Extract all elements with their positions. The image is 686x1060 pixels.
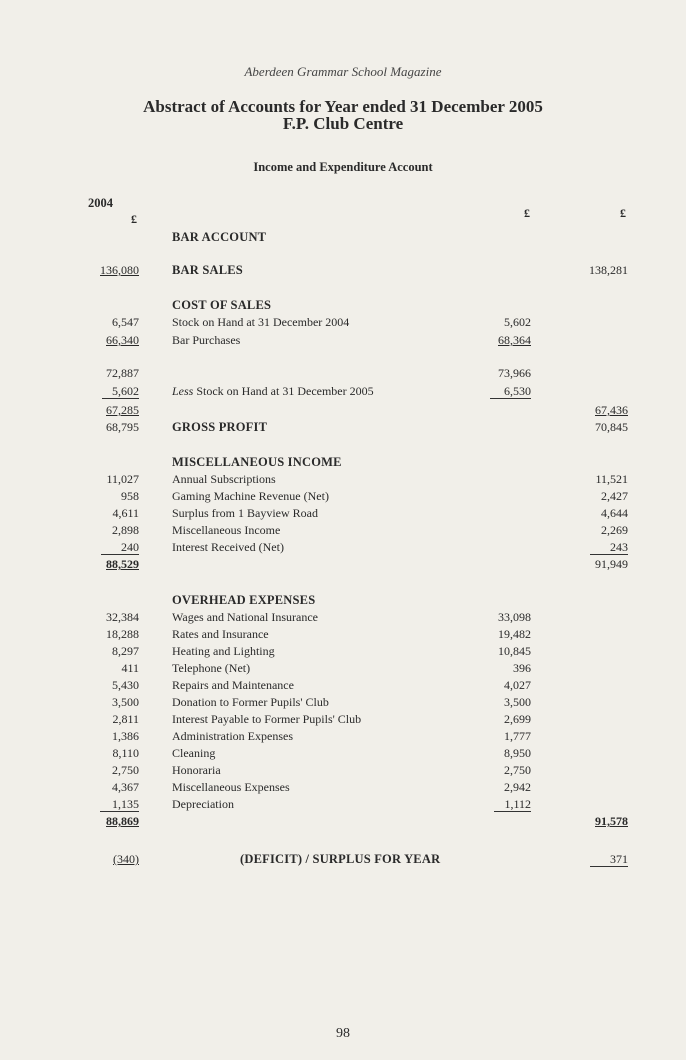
overhead-amount: 1,112 [494,797,531,812]
expense-total-current: 91,578 [595,814,628,828]
overhead-prior: 411 [121,661,139,675]
list-item [0,643,686,659]
list-item [0,471,686,487]
misc-current: 2,269 [601,523,628,537]
account-title: Income and Expenditure Account [253,160,433,174]
overhead-amount: 2,699 [504,712,531,726]
misc-current: 4,644 [601,506,628,520]
overhead-label: Telephone (Net) [172,661,251,675]
overhead-label: Heating and Lighting [172,644,275,658]
result-prior: (340) [113,852,139,866]
list-item [0,626,686,642]
overhead-label: Miscellaneous Expenses [172,780,290,794]
misc-label: Annual Subscriptions [172,472,276,486]
misc-current: 2,427 [601,489,628,503]
expense-total-prior: 88,869 [106,814,139,828]
current-currency-heading: £ [620,206,626,220]
income-total-row [0,556,686,572]
purchases-prior: 66,340 [106,333,139,347]
list-item [0,488,686,504]
less-label: Less [172,384,194,398]
overhead-prior: 3,500 [112,695,139,709]
overhead-amount: 1,777 [504,729,531,743]
overhead-prior: 18,288 [106,627,139,641]
gross-profit-prior: 68,795 [106,420,139,434]
overhead-amount: 396 [513,661,531,675]
overhead-amount: 19,482 [498,627,531,641]
overhead-prior: 5,430 [112,678,139,692]
overhead-label: Interest Payable to Former Pupils' Club [172,712,362,726]
misc-label: Gaming Machine Revenue (Net) [172,489,329,503]
cost-of-sales-heading: COST OF SALES [172,298,272,312]
cost-total-prior: 67,285 [106,403,139,417]
misc-income-heading: MISCELLANEOUS INCOME [172,455,342,469]
result-label: (DEFICIT) / SURPLUS FOR YEAR [240,852,441,866]
subtotal-row [0,365,686,381]
expense-total-row [0,813,686,829]
overhead-label: Administration Expenses [172,729,293,743]
bar-account-row [0,229,686,245]
magazine-header: Aberdeen Grammar School Magazine [244,64,442,79]
list-item [0,779,686,795]
list-item [0,539,686,555]
overheads-heading: OVERHEAD EXPENSES [172,593,316,607]
list-item [0,677,686,693]
overhead-prior: 8,110 [112,746,139,760]
income-total-prior: 88,529 [106,557,139,571]
gross-profit-current: 70,845 [595,420,628,434]
misc-prior: 11,027 [106,472,139,486]
stock-start-prior: 6,547 [112,315,139,329]
bar-account-heading: BAR ACCOUNT [172,230,267,244]
overhead-amount: 8,950 [504,746,531,760]
overhead-label: Repairs and Maintenance [172,678,294,692]
overhead-amount: 2,750 [504,763,531,777]
list-item [0,694,686,710]
misc-prior: 958 [121,489,139,503]
overhead-amount: 10,845 [498,644,531,658]
misc-income-row [0,454,686,470]
misc-label: Surplus from 1 Bayview Road [172,506,318,520]
bar-sales-current: 138,281 [589,263,628,277]
misc-label: Miscellaneous Income [172,523,281,537]
stock-start-row [0,314,686,330]
overhead-prior: 2,811 [112,712,139,726]
purchases-amount: 68,364 [498,333,531,347]
amount-currency-heading: £ [524,206,530,220]
list-item [0,711,686,727]
list-item [0,522,686,538]
bar-sales-row [0,262,686,278]
list-item [0,762,686,778]
result-current: 371 [590,852,628,867]
overhead-amount: 4,027 [504,678,531,692]
gross-profit-row [0,419,686,435]
income-total-current: 91,949 [595,557,628,571]
list-item [0,660,686,676]
stock-end-row [0,383,686,399]
bar-sales-prior: 136,080 [100,263,139,277]
overhead-label: Rates and Insurance [172,627,269,641]
misc-label: Interest Received (Net) [172,540,284,554]
gross-profit-label: GROSS PROFIT [172,420,268,434]
subtotal-amount: 73,966 [498,366,531,380]
stock-start-label: Stock on Hand at 31 December 2004 [172,315,350,329]
stock-end-label: Stock on Hand at 31 December 2005 [196,384,374,398]
list-item [0,505,686,521]
overhead-label: Donation to Former Pupils' Club [172,695,329,709]
list-item [0,796,686,812]
overhead-prior: 1,386 [112,729,139,743]
list-item [0,728,686,744]
page-subtitle: F.P. Club Centre [282,114,404,133]
cost-total-current: 67,436 [595,403,628,417]
purchases-label: Bar Purchases [172,333,241,347]
bar-sales-label: BAR SALES [172,263,243,277]
overhead-amount: 3,500 [504,695,531,709]
overhead-prior: 32,384 [106,610,139,624]
overhead-amount: 2,942 [504,780,531,794]
overhead-prior: 2,750 [112,763,139,777]
cost-total-row [0,402,686,418]
list-item [0,745,686,761]
list-item [0,609,686,625]
stock-end-prior: 5,602 [102,384,139,399]
misc-current: 11,521 [595,472,628,486]
prior-year-heading: 2004 [88,196,113,210]
misc-prior: 240 [101,540,139,555]
result-row [0,851,686,867]
misc-prior: 2,898 [112,523,139,537]
overhead-label: Wages and National Insurance [172,610,318,624]
stock-end-amount: 6,530 [490,384,531,399]
misc-current: 243 [590,540,628,555]
overhead-amount: 33,098 [498,610,531,624]
page-number: 98 [336,1026,350,1041]
overhead-prior: 1,135 [100,797,139,812]
overheads-row [0,592,686,608]
cost-of-sales-row [0,297,686,313]
purchases-row [0,332,686,348]
overhead-label: Honoraria [172,763,221,777]
prior-currency-heading: £ [131,212,137,226]
stock-start-amount: 5,602 [504,315,531,329]
overhead-prior: 8,297 [112,644,139,658]
overhead-label: Cleaning [172,746,216,760]
overhead-prior: 4,367 [112,780,139,794]
page-title: Abstract of Accounts for Year ended 31 December 2005 [143,97,543,116]
overhead-label: Depreciation [172,797,234,811]
misc-prior: 4,611 [112,506,139,520]
subtotal-prior: 72,887 [106,366,139,380]
